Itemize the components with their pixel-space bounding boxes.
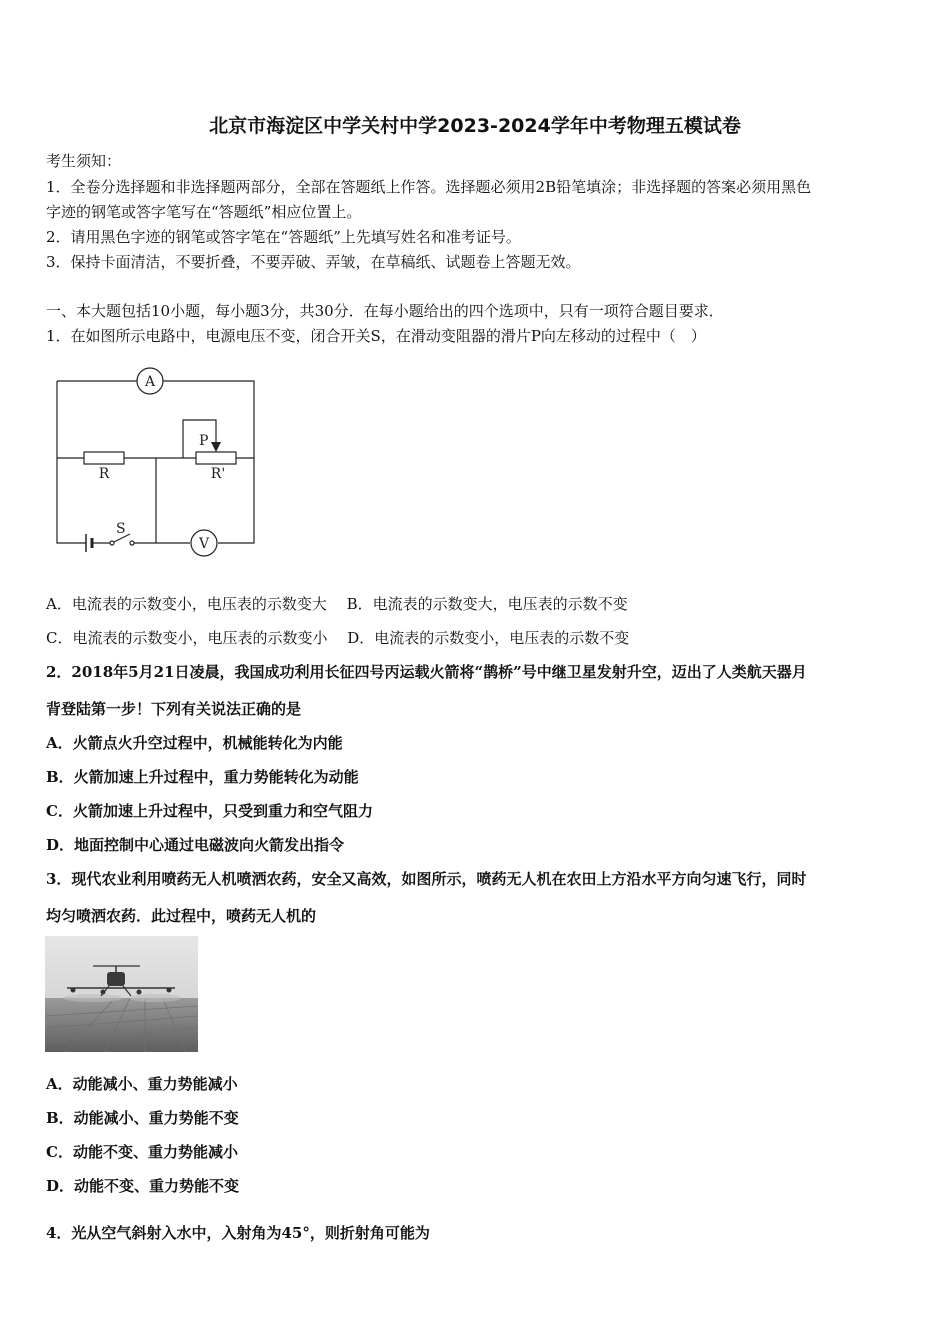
notice-item: 2．请用黑色字迹的钢笔或答字笔在“答题纸”上先填写姓名和准考证号。	[46, 228, 521, 246]
resistor-label: R	[98, 466, 110, 482]
notice-item: 1．全卷分选择题和非选择题两部分，全部在答题纸上作答。选择题必须用2B铅笔填涂；非选择题的答案必须用黑色	[46, 178, 812, 196]
question-1-options-row: A．电流表的示数变小，电压表的示数变大 B．电流表的示数变大，电压表的示数不变	[46, 595, 628, 613]
page-title: 北京市海淀区中学关村中学2023-2024学年中考物理五模试卷	[209, 115, 741, 137]
ammeter-label: A	[144, 374, 156, 390]
circuit-diagram	[46, 362, 266, 562]
question-2-stem: 2．2018年5月21日凌晨，我国成功利用长征四号丙运载火箭将“鹊桥”号中继卫星发射升空，迈出了人类航天器月	[46, 663, 807, 681]
notice-item: 字迹的钢笔或答字笔写在“答题纸”相应位置上。	[46, 203, 362, 221]
switch-label: S	[116, 521, 126, 537]
question-2-option: A．火箭点火升空过程中，机械能转化为内能	[46, 734, 343, 752]
question-1-options-row: C．电流表的示数变小，电压表的示数变小 D．电流表的示数变小，电压表的示数不变	[46, 629, 630, 647]
question-2-option: B．火箭加速上升过程中，重力势能转化为动能	[46, 768, 359, 786]
question-4-stem: 4．光从空气斜射入水中，入射角为45°，则折射角可能为	[46, 1224, 430, 1242]
question-2-option: C．火箭加速上升过程中，只受到重力和空气阻力	[46, 802, 373, 820]
resistor-r	[84, 452, 124, 464]
question-3-stem: 均匀喷洒农药．此过程中，喷药无人机的	[46, 907, 317, 925]
question-1-stem: 1．在如图所示电路中，电源电压不变，闭合开关S，在滑动变阻器的滑片P向左移动的过程中（ ）	[46, 327, 706, 345]
slider-arrow	[211, 442, 221, 452]
question-3-option: D．动能不变、重力势能不变	[46, 1177, 240, 1195]
rheostat-r-prime	[196, 452, 236, 464]
slider-label: P	[199, 433, 209, 449]
drone-photo	[45, 936, 198, 1052]
section-heading: 一、本大题包括10小题，每小题3分，共30分．在每小题给出的四个选项中，只有一项符合题目要求．	[46, 302, 724, 320]
notice-item: 3．保持卡面清洁，不要折叠，不要弄破、弄皱，在草稿纸、试题卷上答题无效。	[46, 253, 581, 271]
question-2-stem: 背登陆第一步！下列有关说法正确的是	[46, 700, 302, 718]
question-3-option: C．动能不变、重力势能减小	[46, 1143, 238, 1161]
question-3-stem: 3．现代农业利用喷药无人机喷洒农药，安全又高效，如图所示，喷药无人机在农田上方沿水平方向匀速飞行，同时	[46, 870, 807, 888]
rheostat-label: R'	[210, 466, 226, 482]
question-2-option: D．地面控制中心通过电磁波向火箭发出指令	[46, 836, 345, 854]
notice-heading: 考生须知：	[46, 152, 122, 170]
voltmeter-label: V	[198, 536, 210, 552]
question-3-option: B．动能减小、重力势能不变	[46, 1109, 239, 1127]
question-3-option: A．动能减小、重力势能减小	[46, 1075, 238, 1093]
